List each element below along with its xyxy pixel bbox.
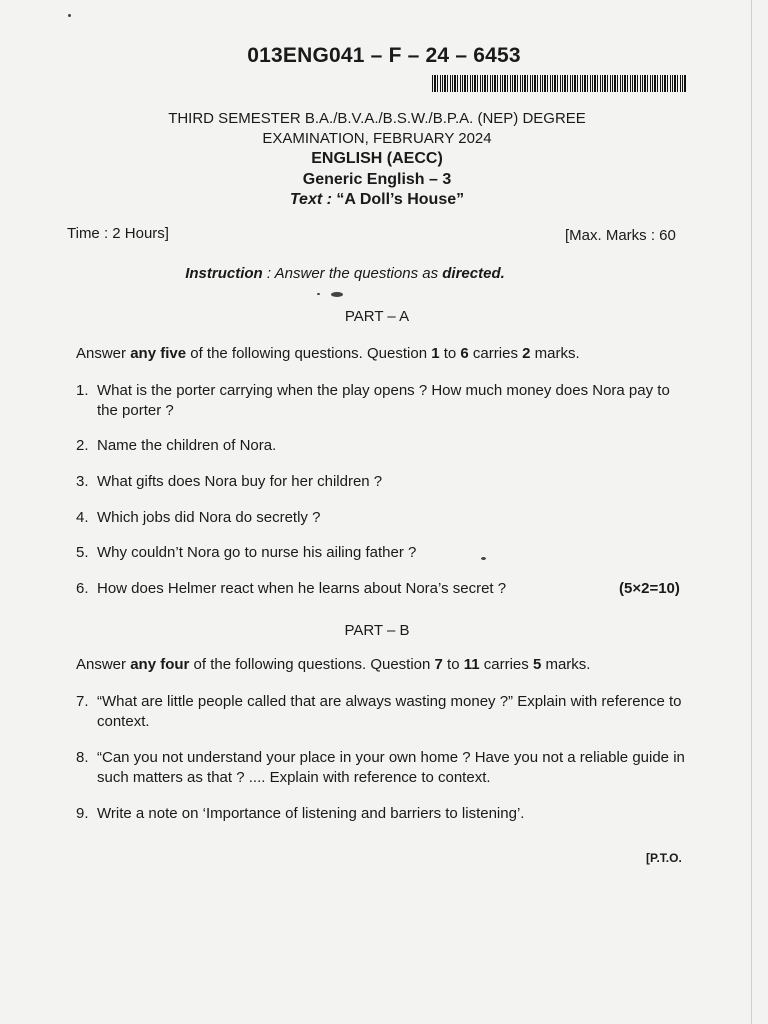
text-title-line	[0, 191, 754, 209]
intro-emphasis: 2	[522, 345, 531, 362]
instruction-emphasis: directed.	[442, 265, 505, 282]
scan-speck	[481, 557, 486, 560]
part-b-intro	[76, 656, 590, 673]
question-text: What is the porter carrying when the play opens ? How much money does Nora pay to the porter ?	[97, 382, 670, 419]
intro-emphasis: 1	[431, 345, 440, 362]
part-a-title: PART – A	[344, 308, 410, 325]
question-text: Which jobs did Nora do secretly ?	[97, 509, 321, 526]
intro-text: of the following questions. Question	[186, 345, 432, 362]
question-number: 3.	[76, 473, 89, 490]
time-label: Time : 2 Hours]	[67, 225, 169, 242]
question-item	[76, 804, 688, 824]
course-title: Generic English – 3	[302, 171, 452, 188]
question-number: 6.	[76, 580, 89, 597]
question-number: 7.	[76, 693, 89, 710]
question-item	[76, 381, 688, 421]
question-text: “What are little people called that are always wasting money ?” Explain with reference to context.	[97, 693, 682, 730]
question-item	[76, 579, 688, 599]
instruction-label: Instruction	[185, 265, 263, 282]
barcode	[432, 75, 686, 92]
scan-speck	[317, 293, 320, 295]
intro-emphasis: 5	[532, 656, 542, 673]
intro-emphasis: any four	[130, 656, 190, 673]
intro-text: marks.	[541, 656, 591, 673]
scan-speck	[331, 292, 343, 297]
intro-emphasis: 6	[460, 345, 469, 362]
scan-speck	[68, 14, 71, 17]
exam-title-line1: THIRD SEMESTER B.A./B.V.A./B.S.W./B.P.A. (NEP) DEGREE	[168, 110, 586, 127]
intro-text: to	[442, 656, 464, 673]
question-item	[76, 508, 688, 528]
question-text: How does Helmer react when he learns about Nora’s secret ?	[97, 580, 507, 597]
pto-label: [P.T.O.	[646, 851, 682, 865]
exam-title-line2: EXAMINATION, FEBRUARY 2024	[262, 130, 492, 147]
text-label: Text :	[289, 191, 332, 208]
intro-emphasis: 7	[434, 656, 443, 673]
intro-emphasis: 11	[463, 656, 480, 673]
intro-text: carries	[468, 345, 523, 362]
intro-text: Answer	[76, 345, 131, 362]
part-b-title: PART – B	[344, 622, 410, 639]
intro-emphasis: any five	[130, 345, 187, 362]
instruction-line	[0, 265, 690, 282]
question-text: Name the children of Nora.	[97, 437, 277, 454]
intro-text: to	[439, 345, 461, 362]
question-item	[76, 436, 688, 456]
question-item	[76, 692, 688, 732]
question-number: 1.	[76, 382, 89, 399]
question-number: 8.	[76, 749, 89, 766]
intro-text: Answer	[76, 656, 131, 673]
intro-text: of the following questions. Question	[189, 656, 435, 673]
subject-title: ENGLISH (AECC)	[311, 150, 443, 167]
text-title: “A Doll’s House”	[336, 191, 465, 208]
question-number: 5.	[76, 544, 89, 561]
question-item	[76, 748, 688, 788]
max-marks-label: [Max. Marks : 60	[565, 227, 676, 244]
instruction-text: : Answer the questions as	[262, 265, 443, 282]
intro-text: marks.	[530, 345, 580, 362]
question-item	[76, 472, 688, 492]
part-a-intro	[76, 345, 580, 362]
intro-text: carries	[479, 656, 533, 673]
paper-code: 013ENG041 – F – 24 – 6453	[247, 44, 521, 67]
question-number: 4.	[76, 509, 89, 526]
question-text: Write a note on ‘Importance of listening and barriers to listening’.	[97, 805, 525, 822]
question-text: “Can you not understand your place in your own home ? Have you not a reliable guide in such matters as that ? .... Explain with reference to context.	[97, 749, 685, 786]
question-text: Why couldn’t Nora go to nurse his ailing father ?	[97, 544, 417, 561]
question-item	[76, 543, 688, 563]
part-a-marks: (5×2=10)	[619, 580, 680, 597]
question-number: 9.	[76, 805, 89, 822]
question-text: What gifts does Nora buy for her children ?	[97, 473, 383, 490]
question-number: 2.	[76, 437, 89, 454]
